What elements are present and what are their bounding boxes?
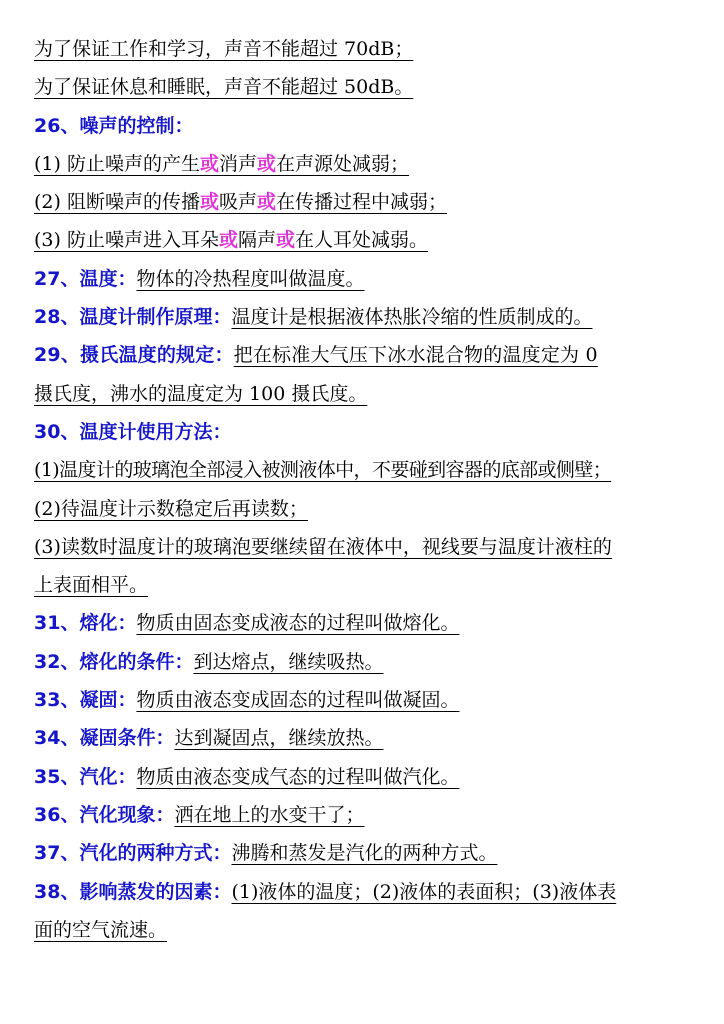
or-emphasis: 或 bbox=[199, 191, 219, 214]
document-page bbox=[34, 30, 694, 949]
item-31-heading: 31、熔化： bbox=[34, 612, 137, 635]
body-text: 把在标准大气压下冰水混合物的温度定为 0 bbox=[233, 344, 598, 367]
item-32 bbox=[34, 643, 694, 681]
body-text: 为了保证休息和睡眠，声音不能超过 50dB。 bbox=[34, 76, 414, 99]
item-30-step-3 bbox=[34, 528, 694, 566]
body-text: 吸声 bbox=[218, 191, 257, 214]
item-34 bbox=[34, 719, 694, 757]
item-38-continued bbox=[34, 911, 694, 949]
item-30-heading: 30、温度计使用方法： bbox=[34, 420, 232, 443]
item-37-heading: 37、汽化的两种方式： bbox=[34, 842, 232, 865]
item-38 bbox=[34, 873, 694, 911]
body-text: 在人耳处减弱。 bbox=[295, 229, 429, 252]
body-text: 温度计是根据液体热胀冷缩的性质制成的。 bbox=[231, 306, 593, 329]
body-text: 达到凝固点，继续放热。 bbox=[174, 727, 384, 750]
body-text: (3)读数时温度计的玻璃泡要继续留在液体中，视线要与温度计液柱的 bbox=[34, 535, 612, 558]
item-33-heading: 33、凝固： bbox=[34, 689, 137, 712]
item-38-heading: 38、影响蒸发的因素： bbox=[34, 880, 232, 903]
item-26-point-3 bbox=[34, 221, 694, 259]
item-30-step-3-continued bbox=[34, 566, 694, 604]
body-text: 为了保证工作和学习，声音不能超过 70dB； bbox=[34, 38, 414, 60]
item-27 bbox=[34, 260, 694, 298]
body-text: (1)温度计的玻璃泡全部浸入被测液体中，不要碰到容器的底部或侧壁； bbox=[34, 459, 612, 482]
item-30-step-2 bbox=[34, 490, 694, 528]
body-text: 洒在地上的水变干了； bbox=[174, 803, 365, 826]
item-37 bbox=[34, 834, 694, 872]
body-text: 物质由液态变成气态的过程叫做汽化。 bbox=[136, 765, 460, 788]
body-text: 在传播过程中减弱； bbox=[276, 191, 448, 214]
or-emphasis: 或 bbox=[257, 191, 277, 214]
item-26-point-1 bbox=[34, 145, 694, 183]
or-emphasis: 或 bbox=[199, 152, 219, 175]
item-28-heading: 28、温度计制作原理： bbox=[34, 306, 232, 329]
body-text: 摄氏度，沸水的温度定为 100 摄氏度。 bbox=[34, 382, 368, 405]
body-text: (2) 阻断噪声的传播 bbox=[34, 191, 200, 214]
body-text: 隔声 bbox=[237, 229, 276, 252]
body-text: (1) 防止噪声的产生 bbox=[34, 152, 200, 175]
body-text: 消声 bbox=[218, 152, 257, 175]
item-30-heading-line bbox=[34, 413, 694, 451]
item-36 bbox=[34, 796, 694, 834]
body-text: 沸腾和蒸发是汽化的两种方式。 bbox=[231, 842, 498, 865]
item-30-step-1 bbox=[34, 451, 694, 489]
body-text: 物体的冷热程度叫做温度。 bbox=[136, 267, 365, 290]
or-emphasis: 或 bbox=[257, 152, 277, 175]
or-emphasis: 或 bbox=[218, 229, 238, 252]
body-text: (2)待温度计示数稳定后再读数； bbox=[34, 497, 308, 520]
item-26-heading-line bbox=[34, 107, 694, 145]
body-text: 物质由液态变成固态的过程叫做凝固。 bbox=[136, 689, 460, 712]
body-text: 物质由固态变成液态的过程叫做熔化。 bbox=[136, 612, 460, 635]
item-33 bbox=[34, 681, 694, 719]
item-34-heading: 34、凝固条件： bbox=[34, 727, 175, 750]
item-35-heading: 35、汽化： bbox=[34, 765, 137, 788]
item-29-continued bbox=[34, 375, 694, 413]
body-text: (1)液体的温度；(2)液体的表面积；(3)液体表 bbox=[231, 880, 617, 903]
body-text: 面的空气流速。 bbox=[34, 918, 168, 941]
body-text: (3) 防止噪声进入耳朵 bbox=[34, 229, 219, 252]
item-26-point-2 bbox=[34, 183, 694, 221]
item-28 bbox=[34, 298, 694, 336]
item-29 bbox=[34, 336, 694, 374]
item-26-heading: 26、噪声的控制： bbox=[34, 114, 194, 137]
item-27-heading: 27、温度： bbox=[34, 267, 137, 290]
body-text: 到达熔点，继续吸热。 bbox=[193, 650, 384, 673]
item-36-heading: 36、汽化现象： bbox=[34, 803, 175, 826]
text-line bbox=[34, 68, 694, 106]
item-35 bbox=[34, 758, 694, 796]
or-emphasis: 或 bbox=[276, 229, 296, 252]
item-29-heading: 29、摄氏温度的规定： bbox=[34, 344, 234, 367]
text-line bbox=[34, 30, 694, 68]
item-31 bbox=[34, 604, 694, 642]
item-32-heading: 32、熔化的条件： bbox=[34, 650, 194, 673]
body-text: 上表面相平。 bbox=[34, 574, 149, 597]
body-text: 在声源处减弱； bbox=[276, 152, 410, 175]
